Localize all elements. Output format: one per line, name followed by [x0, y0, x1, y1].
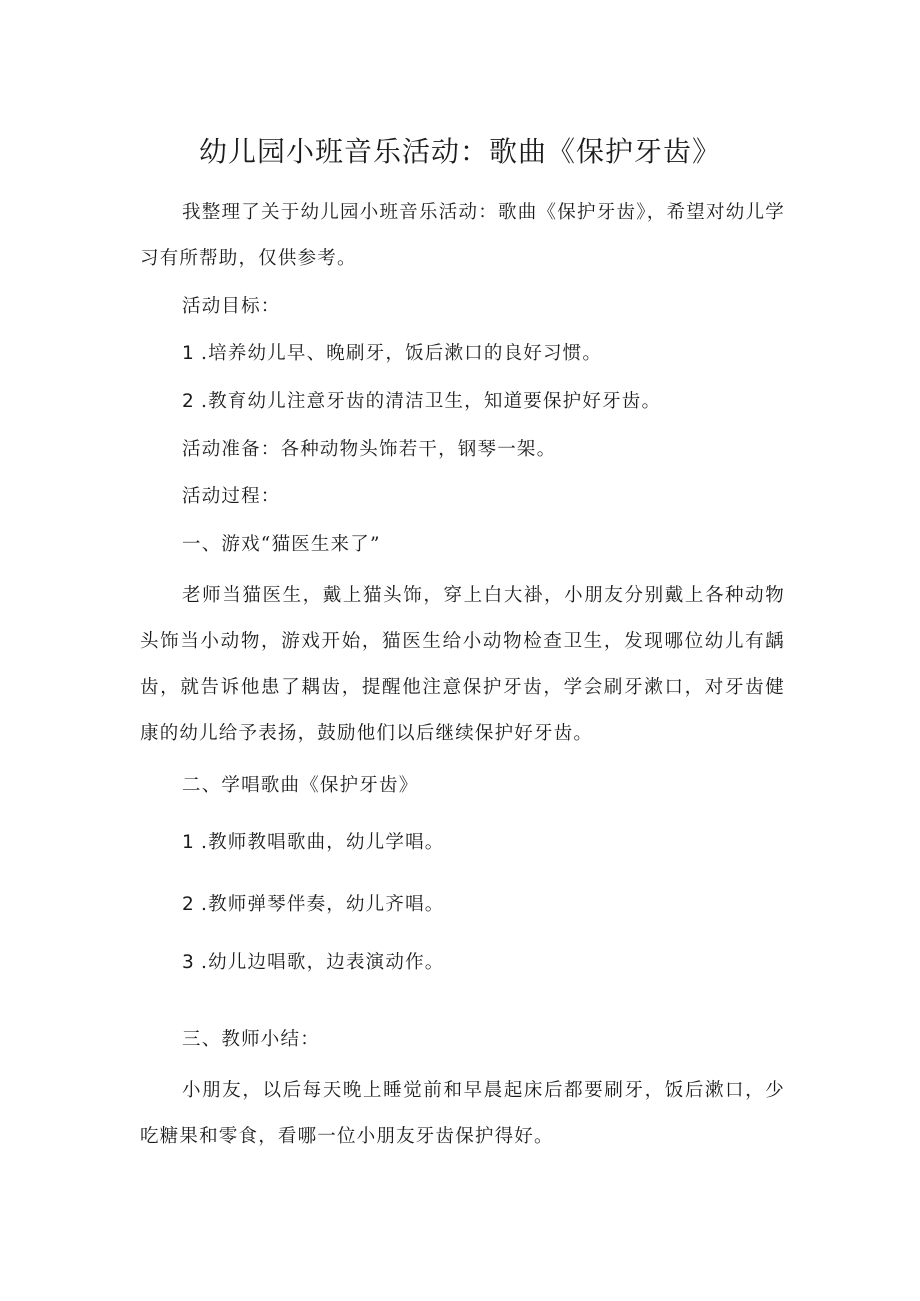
document-title: 幼儿园小班音乐活动：歌曲《保护牙齿》 [198, 135, 721, 168]
step-item-3 [140, 940, 785, 986]
goals-heading: 活动目标： [182, 296, 281, 317]
process-heading: 活动过程： [182, 486, 281, 507]
section-3-body: 小朋友，以后每天晚上睡觉前和早晨起床后都要刷牙，饭后漱口，少吃糖果和零食，看哪一位小朋友牙齿保护得好。 [140, 1080, 785, 1147]
section-2-heading: 二、学唱歌曲《保护牙齿》 [182, 775, 419, 796]
preparation-paragraph: 活动准备：各种动物头饰若干，钢琴一架。 [182, 439, 557, 460]
goal-item-1 [140, 331, 785, 377]
goal-1-number: 1 [182, 343, 195, 364]
intro-paragraph: 我整理了关于幼儿园小班音乐活动：歌曲《保护牙齿》，希望对幼儿学习有所帮助，仅供参考。 [140, 202, 785, 269]
goal-item-2 [140, 379, 785, 425]
goal-2-number: 2 [182, 391, 195, 412]
step-2-text: .教师弹琴伴奏，幼儿齐唱。 [200, 894, 445, 915]
step-3-text: .幼儿边唱歌，边表演动作。 [200, 952, 445, 973]
section-3-heading: 三、教师小结： [182, 1029, 320, 1050]
step-1-text: .教师教唱歌曲，幼儿学唱。 [200, 832, 445, 853]
section-1-body: 老师当猫医生，戴上猫头饰，穿上白大褂，小朋友分别戴上各种动物头饰当小动物，游戏开始，猫医生给小动物检查卫生，发现哪位幼儿有龋齿，就告诉他患了耦齿，提醒他注意保护牙齿，学会刷牙漱口，对牙齿健康的幼儿给予表扬，鼓励他们以后继续保护好牙齿。 [140, 585, 785, 744]
step-item-2 [140, 882, 785, 928]
goal-1-text: .培养幼儿早、晚刷牙，饭后漱口的良好习惯。 [200, 343, 603, 364]
step-3-number: 3 [182, 952, 195, 973]
step-item-1 [140, 820, 785, 866]
goal-2-text: .教育幼儿注意牙齿的清洁卫生，知道要保护好牙齿。 [200, 391, 662, 412]
step-1-number: 1 [182, 832, 195, 853]
step-2-number: 2 [182, 894, 195, 915]
section-1-heading: 一、游戏“猫医生来了” [182, 534, 381, 555]
